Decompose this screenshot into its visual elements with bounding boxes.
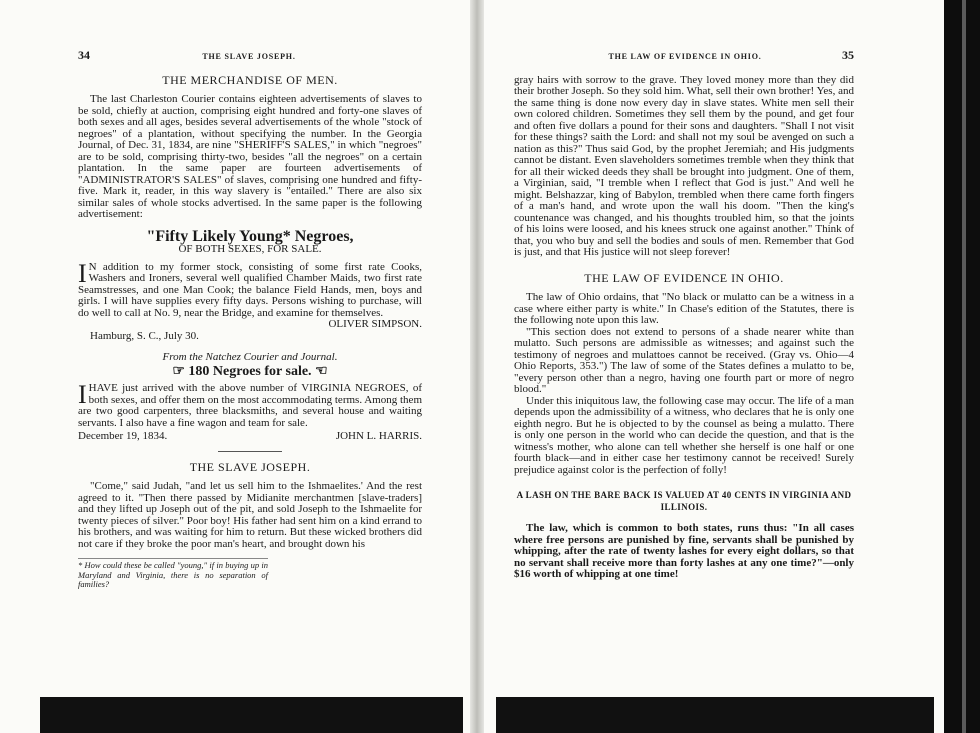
left-page-number: 34 [78,48,90,62]
slave-joseph-paragraph: "Come," said Judah, "and let us sell him to the Ishmaelites.' And the rest agreed to it. "Then there passed by Midianite merchantmen [slave-traders] and they lifted up Joseph out of the pit, and sold Joseph to the Ishmaelite for twenty pieces of silver." Poor boy! His father had sent him on a kind errand to his brothers, and was waiting for him to return. But these wicked brothers did not care if they broke the poor man's heart, and brought down his [78,480,422,550]
section-divider [218,451,282,452]
left-page [0,0,470,733]
whipping-law-paragraph: The law, which is common to both states, runs thus: "In all cases where free persons are punished by fine, servants shall be punished by whipping, after the rate of twenty lashes for every eight dollars, so that no servant shall receive more than forty lashes at any one time?"—only $16 worth of whipping at one time! [514,522,854,580]
drop-cap: I [78,380,87,409]
scan-bottom-bar-left [40,697,463,733]
advertisement-body [78,258,422,320]
scanner-edge-strip [962,0,966,733]
right-running-title: THE LAW OF EVIDENCE IN OHIO. [608,52,762,61]
advertisement2-signature: JOHN L. HARRIS. [335,430,422,442]
left-running-head [78,50,422,63]
advertisement-heading: "Fifty Likely Young* Negroes, [146,227,354,245]
advertisement2-heading: ☞ 180 Negroes for sale. ☜ [172,363,328,379]
right-page-number: 35 [842,48,854,62]
advertisement2-footer [78,431,422,443]
right-page [484,0,944,733]
right-running-head [514,50,854,63]
right-page-content [514,50,854,581]
drop-cap: I [78,258,87,288]
advertisement2-date: December 19, 1834. [78,430,168,442]
advertisement-signature: OLIVER SIMPSON. [328,318,422,330]
left-running-title: THE SLAVE JOSEPH. [202,52,296,61]
book-gutter [470,0,484,733]
merchandise-paragraph: The last Charleston Courier contains eighteen advertisements of slaves to be sold, chiefly at auction, comprising eight hundred and forty-one slaves of both sexes and all ages, besides several advertisements of the whole "stock of negroes" of a plantation, without specifying the number. In the Georgia Journal, of Dec. 31, 1834, are nine "SHERIFF'S SALES," in which "negroes" are to be sold, comprising thirty-two, besides "all the negroes" on a certain plantation. In the same paper are fourteen advertisements of "ADMINISTRATOR'S SALES" of slaves, comprising one hundred and fifty-five. Mark it, reader, in this way slavery is "entailed." There are also six similar sales of whole stocks advertised. In the same paper is the following advertisement: [78,93,422,220]
lash-caption: A LASH ON THE BARE BACK IS VALUED AT 40 CENTS IN VIRGINIA AND ILLINOIS. [516,490,852,512]
advertisement-place-date: Hamburg, S. C., July 30. [90,329,199,342]
slave-joseph-section-title: THE SLAVE JOSEPH. [189,459,311,474]
law-of-evidence-title: THE LAW OF EVIDENCE IN OHIO. [584,270,784,285]
advertisement-source: From the Natchez Courier and Journal. [162,351,338,363]
merchandise-section-title: THE MERCHANDISE OF MEN. [162,72,338,87]
advertisement2-text: HAVE just arrived with the above number of VIRGINIA NEGROES, of both sexes, and offer them on the most accommodating terms. Among them are two good carpenters, three blacksmiths, and several house and waiting servants. I also have a fine wagon and team for sale. [78,382,422,429]
advertisement-text: N addition to my former stock, consisting of some first rate Cooks, Washers and Ironers, several well qualified Chamber Maids, two first rate Seamstresses, and one Man Cook; the balance Field Hands, men, boys and girls. I will have supplies every fifty days. Persons wishing to purchase, will do well to call at No. 9, near the Bridge, and examine for themselves. [78,260,422,319]
scan-bottom-bar-right [496,697,934,733]
statute-note-paragraph: "This section does not extend to persons of a shade nearer white than mulatto. Such persons are admissible as witnesses; and against such the testimony of negroes and mulattoes cannot be received. (Gray vs. Ohio—4 Ohio Reports, 353.") The law of some of the States defines a mulatto to be, "every person other than a negro, having one fourth part or more of negro blood." [514,325,854,395]
ohio-law-paragraph: The law of Ohio ordains, that "No black or mulatto can be a witness in a case where either party is white." In Chase's edition of the Statutes, there is the following note upon this law. [514,291,854,326]
footnote: * How could these be called "young," if in buying up in Maryland and Virginia, there is no separation of families? [78,560,268,589]
left-page-content [78,50,422,590]
iniquitous-law-paragraph: Under this iniquitous law, the following case may occur. The life of a man depends upon the admissibility of a witness, who declares that he is only one eighth negro. But he is objected to by the counsel as being a mulatto. There is only one person in the world who can decide the question, and that is the witness's mother, who alone can tell whether she herself is one half or one fourth black—and in either case her testimony cannot be received! Surely prejudice against color is the perfection of folly! [514,394,854,476]
advertisement-subheading: OF BOTH SEXES, FOR SALE. [178,243,322,255]
advertisement2-body [78,380,422,429]
joseph-continuation-paragraph: gray hairs with sorrow to the grave. They loved money more than they did their brother Joseph. So they sold him. What, sell their own brother! Yes, and the same thing is done now every day in slave states. White men sell their own colored children. Sometimes they sell them by the pound, and get four and often five dollars a pound for their sons and daughters. "Shall I not visit for these things? saith the Lord: and shall not my soul be avenged on such a nation as this?" Thus said God, by the prophet Jeremiah; and His judgments cannot be distant. Even slaveholders sometimes tremble when they think that for all their wicked deeds they shall be brought into judgment. One of them, a Virginian, said, "I tremble when I reflect that God is just." And well he might. Belshazzar, king of Babylon, trembled when there came forth fingers of a man's hand, and wrote upon the wall his doom. "Then the king's countenance was changed, and his thoughts troubled him, so that the joints of his loins were loosed, and his knees struck one against another." Think of that, you who buy and sell the bodies and souls of men. Remember that God is just, and that His justice will not sleep forever! [514,73,854,258]
